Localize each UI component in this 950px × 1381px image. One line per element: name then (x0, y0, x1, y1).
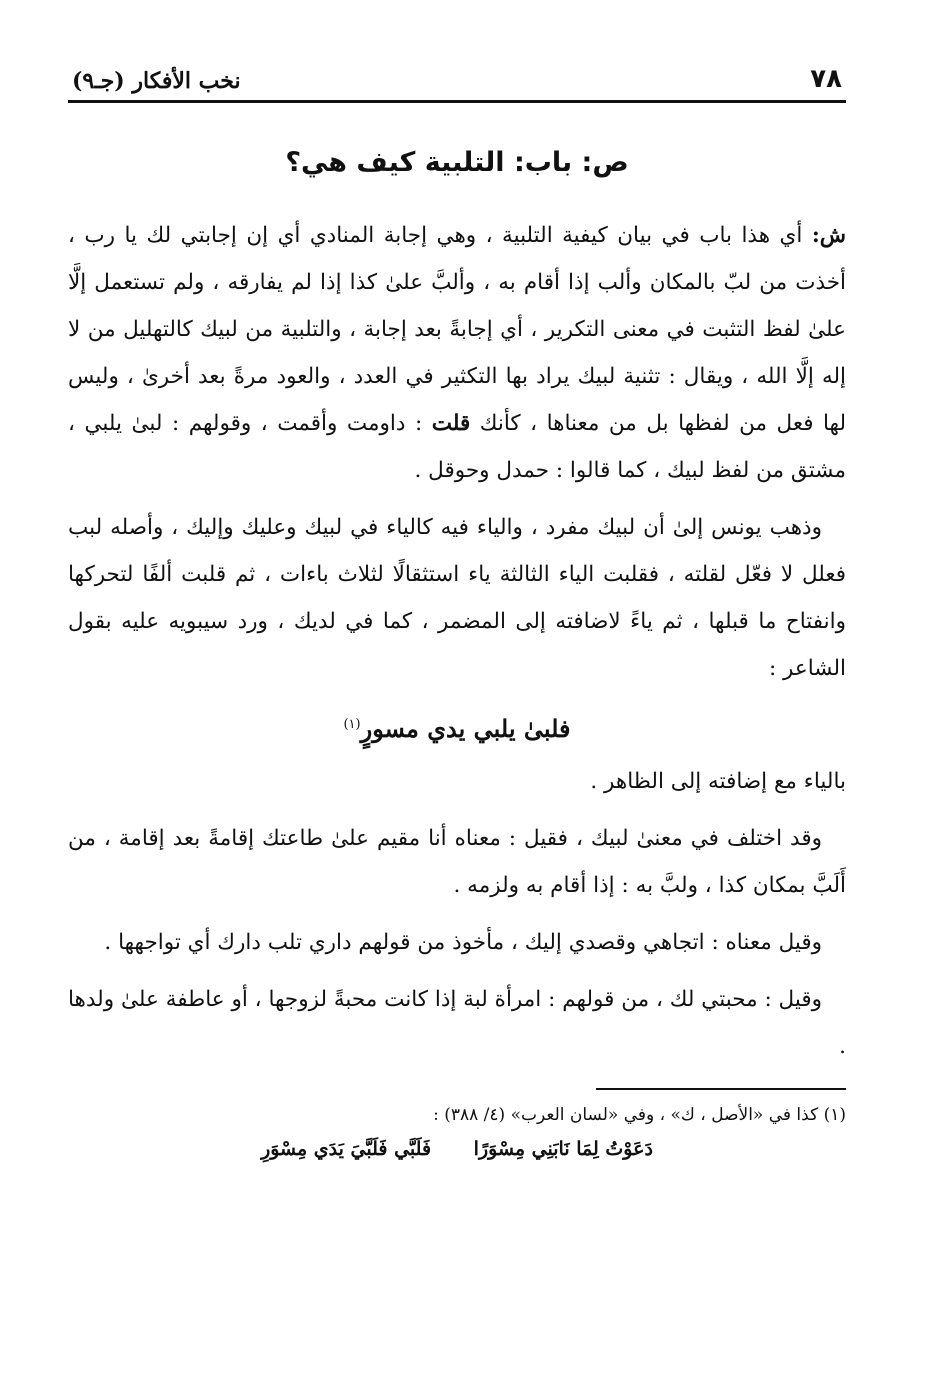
footnote-rule (596, 1088, 846, 1090)
paragraph-2: وذهب يونس إلىٰ أن لبيك مفرد ، والياء فيه كالياء في لبيك وعليك وإليك ، وأصله لبب فعلل لا فعّل لقلته ، فقلبت الياء الثالثة ياء استثقالًا لثلاث باءات ، ثم قلبت ألفًا لتحركها وانفتاح ما قبلها ، ثم ياءً لاضافته إلى المضمر ، كما في لديك ، ورد سيبويه عليه بقول الشاعر : (68, 515, 846, 681)
paragraph-1-text-a: أي هذا باب في بيان كيفية التلبية ، وهي إجابة المنادي أي إن إجابتي لك يا رب ، أخذت من لبّ بالمكان وألب إذا أقام به ، وألبَّ علىٰ كذا إذا لم يفارقه ، ولم تستعمل إلَّا علىٰ لفظ التثبت في معنى التكرير ، أي إجابةً بعد إجابة ، والتلبية من لبيك كالتهليل من لا إله إلَّا الله ، ويقال : تثنية لبيك يراد بها التكثير في العدد ، والعود مرةً بعد أخرىٰ ، وليس لها فعل من لفظها بل من معناها ، كأنك (68, 223, 846, 436)
page-number: ٧٨ (810, 64, 842, 94)
page-header (68, 50, 846, 94)
verse-text: فلبىٰ يلبي يدي مسورٍ (360, 714, 571, 743)
verse-line (68, 702, 846, 752)
bold-word: قلت (431, 411, 471, 436)
running-title: نخب الأفكار (جـ٩) (72, 68, 241, 94)
section-title: ص: باب: التلبية كيف هي؟ (285, 147, 629, 178)
paragraph-1 (68, 212, 846, 494)
footnote-ref: (١) (343, 717, 361, 732)
book-page (68, 50, 846, 1166)
footnote-verse-second: فَلَبَّي فَلَبَّيَ يَدَي مِسْوَرِ (261, 1138, 432, 1160)
paragraph-5: وقيل معناه : اتجاهي وقصدي إليك ، مأخوذ من قولهم داري تلب دارك أي تواجهها . (104, 930, 822, 955)
header-rule (68, 100, 846, 103)
paragraph-3: بالياء مع إضافته إلى الظاهر . (590, 769, 846, 794)
footnote-verse-first: دَعَوْتُ لِمَا نَابَنِي مِسْوَرًا (473, 1138, 653, 1160)
paragraph-4: وقد اختلف في معنىٰ لبيك ، فقيل : معناه أنا مقيم علىٰ طاعتك إقامةً بعد إقامة ، من أَلَبَّ بمكان كذا ، ولبَّ به : إذا أقام به ولزمه . (68, 826, 846, 898)
commentary-marker: ش: (811, 223, 846, 248)
paragraph-1-text-b: : داومت وأقمت ، وقولهم : لبىٰ يلبي ، مشتق من لفظ لبيك ، كما قالوا : حمدل وحوقل . (68, 411, 846, 483)
footnote-text: (١) كذا في «الأصل ، ك» ، وفي «لسان العرب» (٤/ ٣٨٨) : (433, 1105, 846, 1125)
paragraph-6: وقيل : محبتي لك ، من قولهم : امرأة لبة إذا كانت محبةً لزوجها ، أو عاطفة علىٰ ولدها . (68, 987, 846, 1059)
footnote-verse (68, 1132, 846, 1166)
